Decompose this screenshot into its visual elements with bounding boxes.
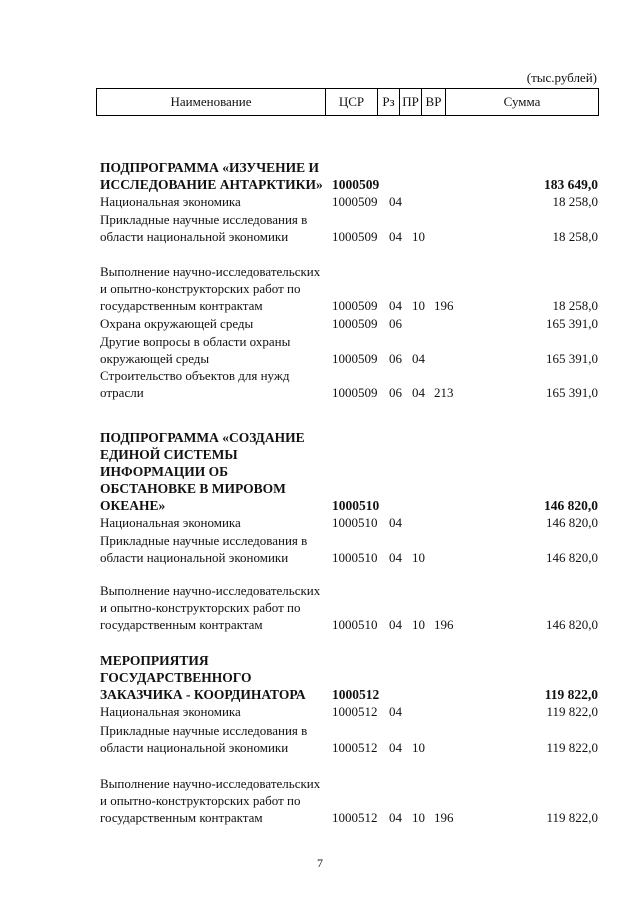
row-csr: 1000510 [332,550,378,565]
row-name: Выполнение научно-исследовательских и опытно-конструкторских работ по государственным контрактам [100,264,321,313]
row-vr: 196 [434,617,454,632]
row-name: Прикладные научные исследования в области национальной экономики [100,212,308,244]
row-pr: 10 [412,229,425,244]
row-name: Охрана окружающей среды [100,316,254,331]
row-csr: 1000509 [332,229,378,244]
row-sum: 146 820,0 [546,550,598,565]
row-sum: 165 391,0 [546,351,598,366]
row-name: Выполнение научно-исследовательских и опытно-конструкторских работ по государственным контрактам [100,776,321,825]
row-rz: 04 [389,704,402,719]
row-rz: 04 [389,229,402,244]
row-csr: 1000509 [332,298,378,313]
row-sum: 165 391,0 [546,316,598,331]
row-sum: 119 822,0 [546,704,598,719]
row-pr: 10 [412,298,425,313]
row-rz: 04 [389,194,402,209]
row-name: Национальная экономика [100,704,241,719]
row-name: Выполнение научно-исследовательских и опытно-конструкторских работ по государственным контрактам [100,583,321,632]
row-name: Прикладные научные исследования в области национальной экономики [100,533,308,565]
row-sum: 146 820,0 [546,515,598,530]
row-sum: 146 820,0 [546,617,598,632]
row-rz: 04 [389,515,402,530]
row-sum: 18 258,0 [552,298,598,313]
row-csr: 1000509 [332,316,378,331]
row-rz: 06 [389,351,402,366]
row-rz: 04 [389,550,402,565]
row-name: Прикладные научные исследования в области национальной экономики [100,723,308,755]
row-csr: 1000510 [332,498,380,513]
row-csr: 1000509 [332,177,380,192]
header-sum: Сумма [503,94,541,109]
row-rz: 04 [389,810,402,825]
row-csr: 1000512 [332,810,378,825]
row-name: ПОДПРОГРАММА «ИЗУЧЕНИЕ И ИССЛЕДОВАНИЕ АНТАРКТИКИ» [100,160,323,192]
row-name: Национальная экономика [100,515,241,530]
row-pr: 10 [412,810,425,825]
header-name: Наименование [97,89,326,115]
row-rz: 04 [389,740,402,755]
row-sum: 119 822,0 [546,740,598,755]
row-name: Национальная экономика [100,194,241,209]
row-sum: 119 822,0 [544,687,598,702]
row-name: МЕРОПРИЯТИЯ ГОСУДАРСТВЕННОГО ЗАКАЗЧИКА - КООРДИНАТОРА [100,653,306,702]
row-pr: 04 [412,351,425,366]
row-vr: 196 [434,810,454,825]
row-sum: 165 391,0 [546,385,598,400]
header-pr: ПР [400,89,422,115]
header-vr: ВР [422,89,446,115]
row-name: Строительство объектов для нужд отрасли [100,368,290,400]
units-note: (тыс.рублей) [526,70,597,85]
header-csr: ЦСР [326,89,378,115]
row-pr: 10 [412,550,425,565]
row-pr: 10 [412,740,425,755]
row-csr: 1000509 [332,385,378,400]
header-rz: Рз [378,89,400,115]
page-number: 7 [317,856,323,870]
row-csr: 1000510 [332,617,378,632]
row-csr: 1000512 [332,687,380,702]
row-sum: 18 258,0 [552,229,598,244]
row-sum: 183 649,0 [544,177,598,192]
row-rz: 06 [389,385,402,400]
row-pr: 10 [412,617,425,632]
row-csr: 1000509 [332,194,378,209]
row-csr: 1000510 [332,515,378,530]
row-csr: 1000509 [332,351,378,366]
row-vr: 213 [434,385,454,400]
row-rz: 04 [389,617,402,632]
row-vr: 196 [434,298,454,313]
row-csr: 1000512 [332,704,378,719]
row-pr: 04 [412,385,425,400]
row-sum: 146 820,0 [544,498,598,513]
row-sum: 119 822,0 [546,810,598,825]
row-sum: 18 258,0 [552,194,598,209]
row-name: Другие вопросы в области охраны окружающей среды [100,334,291,366]
row-rz: 06 [389,316,402,331]
row-csr: 1000512 [332,740,378,755]
row-rz: 04 [389,298,402,313]
row-name: ПОДПРОГРАММА «СОЗДАНИЕ ЕДИНОЙ СИСТЕМЫ ИНФОРМАЦИИ ОБ ОБСТАНОВКЕ В МИРОВОМ ОКЕАНЕ» [100,430,305,513]
